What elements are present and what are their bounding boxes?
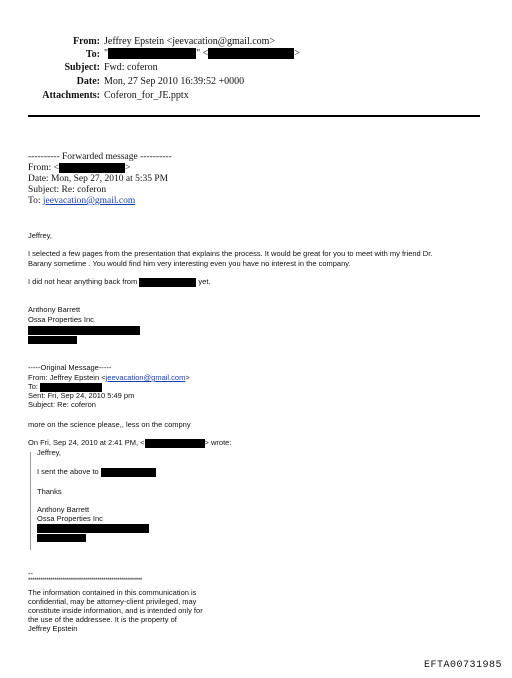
original-to-prefix: To:: [28, 382, 39, 391]
to-prefix: ": [104, 48, 109, 59]
disclaimer-line: The information contained in this communication is: [28, 588, 197, 597]
forwarded-subject: Subject: Re: coferon: [28, 185, 107, 195]
quoted-sent-line: [37, 467, 156, 477]
to-suffix: >: [294, 48, 300, 59]
quoted-greeting: Jeffrey,: [37, 448, 61, 457]
redaction-box: [37, 524, 149, 533]
redaction-box: [208, 48, 294, 59]
redaction-box: [37, 534, 86, 542]
wrote-prefix: On Fri, Sep 24, 2010 at 2:41 PM, <: [28, 438, 145, 447]
from-label: From:: [72, 36, 100, 47]
disclaimer-line: confidential, may be attorney-client privileged, may: [28, 597, 197, 606]
disclaimer-line: Jeffrey Epstein: [28, 624, 78, 633]
original-from-link[interactable]: jeevacation@gmail.com: [105, 373, 186, 382]
quote-bar: [30, 452, 31, 550]
forwarded-from-suffix: >: [124, 163, 131, 174]
body-para2-prefix: I did not hear anything back from: [28, 277, 138, 286]
body-para1-line1: I selected a few pages from the presentation that explains the process. It would be great for you to meet with my friend Dr.: [28, 249, 433, 258]
quoted-sig-company: Ossa Properties Inc: [37, 514, 103, 523]
body-para2: [28, 277, 211, 287]
body-para1-line2: Barany sometime . You would find him very interesting even you have no interest in the company.: [28, 259, 351, 268]
redaction-box: [145, 439, 205, 448]
redaction-box: [59, 163, 125, 173]
redaction-box: [108, 48, 196, 59]
redaction-box: [28, 326, 140, 335]
from-value: Jeffrey Epstein <jeevacation@gmail.com>: [104, 36, 276, 47]
bates-number: EFTA00731985: [423, 660, 502, 671]
forwarded-from: [28, 163, 130, 175]
original-separator: -----Original Message-----: [28, 363, 112, 372]
forwarded-from-prefix: From: <: [28, 163, 59, 174]
redaction-box: [28, 336, 77, 344]
header-divider: [28, 115, 480, 117]
subject-value: Fwd: coferon: [104, 62, 158, 73]
attachments-label: Attachments:: [42, 90, 100, 101]
original-subject: Subject: Re: coferon: [28, 400, 96, 409]
footer-stars: ********************************************************: [28, 578, 142, 584]
redaction-box: [101, 468, 156, 477]
subject-label: Subject:: [64, 62, 100, 73]
redaction-box: [139, 278, 196, 287]
body-para2-suffix: yet.: [198, 277, 211, 286]
disclaimer-line: the use of the addressee. It is the property of: [28, 615, 177, 624]
original-message: more on the science please,, less on the compny: [28, 420, 191, 429]
original-sent: Sent: Fri, Sep 24, 2010 5:49 pm: [28, 391, 135, 400]
forwarded-to-link[interactable]: jeevacation@gmail.com: [42, 196, 136, 206]
to-label: To:: [85, 49, 100, 60]
forwarded-separator: ---------- Forwarded message ----------: [28, 152, 172, 162]
date-value: Mon, 27 Sep 2010 16:39:52 +0000: [104, 76, 245, 87]
forwarded-to: [28, 196, 135, 208]
body-sig-name: Anthony Barrett: [28, 305, 81, 314]
quoted-sent-prefix: I sent the above to: [37, 467, 99, 476]
original-wrote-line: [28, 438, 231, 448]
wrote-suffix: > wrote:: [204, 438, 232, 447]
body-greeting: Jeffrey,: [28, 231, 52, 240]
quoted-sig-name: Anthony Barrett: [37, 505, 90, 514]
disclaimer-line: constitute inside information, and is intended only for: [28, 606, 203, 615]
footer-dashes: --: [28, 569, 33, 578]
original-from-prefix: From: Jeffrey Epstein <: [28, 373, 106, 382]
forwarded-to-prefix: To:: [28, 196, 43, 206]
to-value: [104, 47, 300, 60]
quoted-thanks: Thanks: [37, 487, 62, 496]
date-label: Date:: [76, 76, 100, 87]
forwarded-date: Date: Mon, Sep 27, 2010 at 5:35 PM: [28, 174, 169, 184]
to-mid: " <: [196, 48, 209, 59]
original-from-suffix: >: [185, 373, 190, 382]
attachments-value[interactable]: Coferon_for_JE.pptx: [104, 90, 189, 101]
body-sig-company: Ossa Properties Inc: [28, 315, 94, 324]
